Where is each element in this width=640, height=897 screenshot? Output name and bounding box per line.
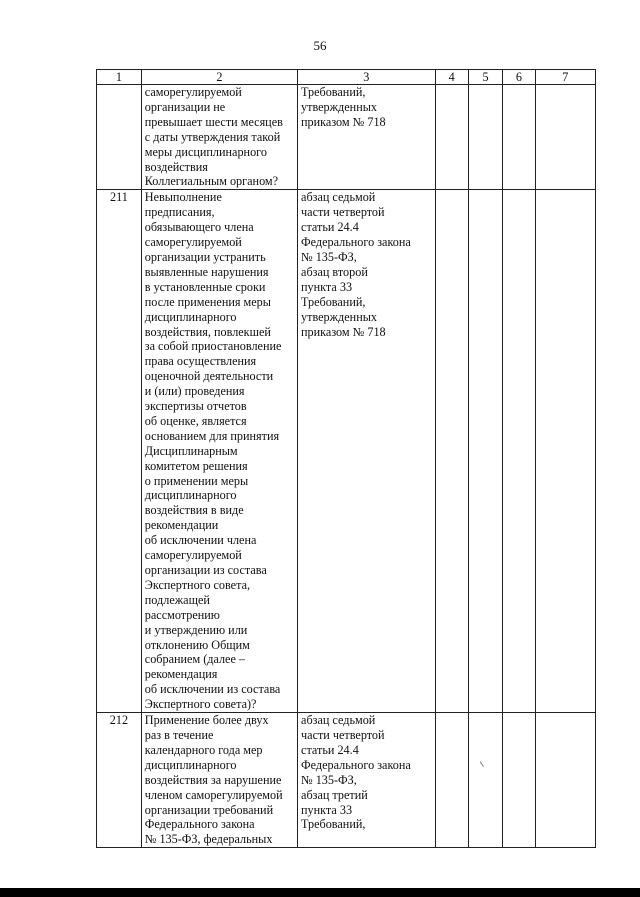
header-col-5: 5: [468, 70, 502, 85]
page-number: 56: [313, 38, 327, 53]
empty-cell-4: [435, 85, 468, 190]
empty-cell-7: [535, 713, 595, 848]
table-header-row: [97, 70, 596, 85]
scan-edge-bar: [0, 888, 640, 897]
empty-cell-4: [435, 190, 468, 713]
header-col-2: 2: [141, 70, 297, 85]
empty-cell-5: [468, 85, 502, 190]
header-col-7: 7: [535, 70, 595, 85]
empty-cell-6: [503, 190, 535, 713]
table-row: [97, 713, 596, 848]
table-row: [97, 85, 596, 190]
empty-cell-6: [503, 85, 535, 190]
reference-cell: абзац седьмой части четвертой статьи 24.4 Федерального закона № 135-ФЗ, абзац третий пункта 33 Требований,: [298, 713, 436, 848]
header-col-4: 4: [435, 70, 468, 85]
empty-cell-7: [535, 190, 595, 713]
row-number: 212: [97, 713, 142, 848]
empty-cell-4: [435, 713, 468, 848]
row-number: 211: [97, 190, 142, 713]
document-table: [96, 69, 596, 848]
question-cell: саморегулируемой организации не превышает шести месяцев с даты утверждения такой меры дисциплинарного воздействия Коллегиальным органом?: [141, 85, 297, 190]
reference-cell: абзац седьмой части четвертой статьи 24.4 Федерального закона № 135-ФЗ, абзац второй пункта 33 Требований, утвержденных приказом № 718: [298, 190, 436, 713]
empty-cell-5: [468, 713, 502, 848]
header-col-6: 6: [503, 70, 535, 85]
question-cell: Невыполнение предписания, обязывающего члена саморегулируемой организации устранить выявленные нарушения в установленные сроки после применения меры дисциплинарного воздействия, повлекшей за собой приостановление права осуществления оценочной деятельности и (или) проведения экспертизы отчетов об оценке, является основанием для принятия Дисциплинарным комитетом решения о применении меры дисциплинарного воздействия в виде рекомендации об исключении члена саморегулируемой организации из состава Экспертного совета, подлежащей рассмотрению и утверждению или отклонению Общим собранием (далее – рекомендация об исключении из состава Экспертного совета)?: [141, 190, 297, 713]
empty-cell-7: [535, 85, 595, 190]
empty-cell-6: [503, 713, 535, 848]
header-col-3: 3: [298, 70, 436, 85]
header-col-1: 1: [97, 70, 142, 85]
reference-cell: Требований, утвержденных приказом № 718: [298, 85, 436, 190]
question-cell: Применение более двух раз в течение календарного года мер дисциплинарного воздействия за нарушение членом саморегулируемой организации требований Федерального закона № 135-ФЗ, федеральных: [141, 713, 297, 848]
row-number: [97, 85, 142, 190]
empty-cell-5: [468, 190, 502, 713]
table-row: [97, 190, 596, 713]
